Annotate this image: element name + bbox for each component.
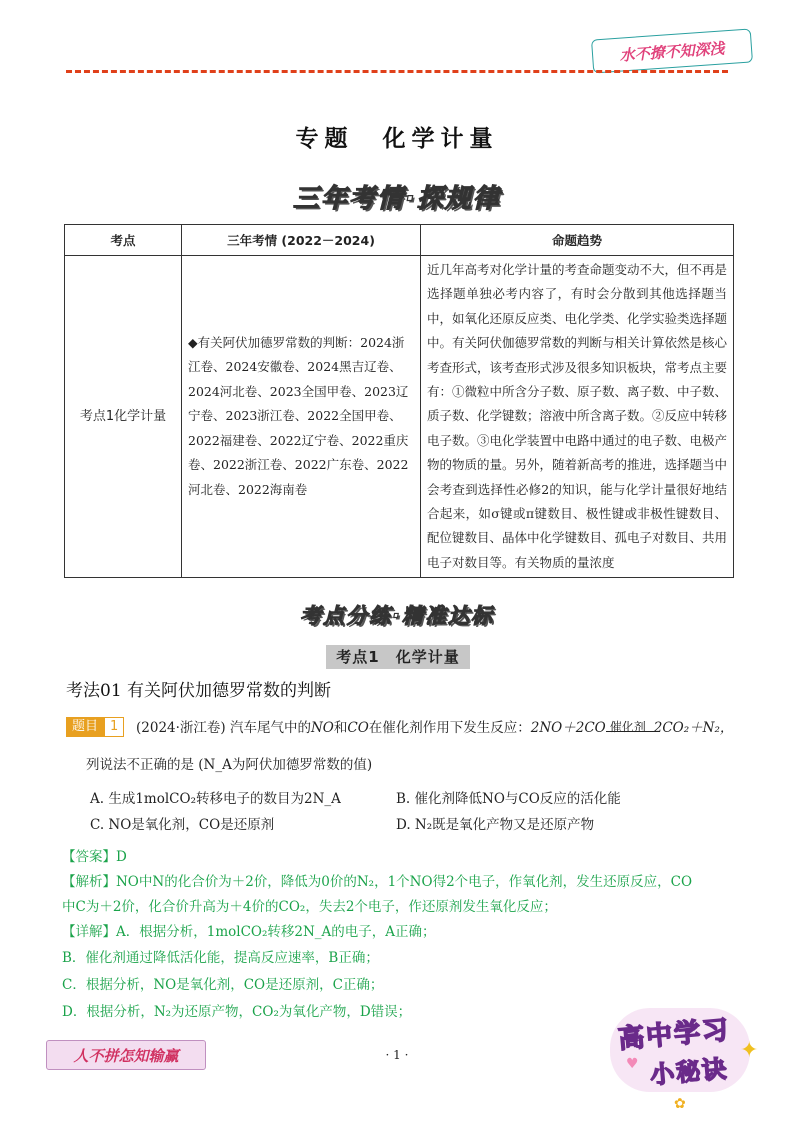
exam-table [64,224,734,578]
study-tips-stamp [610,1004,760,1110]
analysis-line1: 【解析】NO中N的化合价为＋2价，降低为0价的N₂，1个NO得2个电子，作氧化剂，发生还原反应，CO [62,874,693,890]
detail-b: B．催化剂通过降低活化能，提高反应速率，B正确； [62,950,379,966]
question-stem-b: 在催化剂作用下发生反应： [368,720,531,736]
sparkle-icon: ✦ [740,1038,759,1063]
banner-practice: 考点分练·精准达标 [300,604,494,628]
col-header-topic: 考点 [65,225,182,256]
flower-icon: ✿ [674,1096,686,1112]
question-and: 和 [333,720,348,736]
question-line2: 列说法不正确的是 (N_A为阿伏加德罗常数的值) [86,757,373,773]
equation-right: 2CO₂＋N₂， [653,720,734,736]
stamp-line1: 高中学习 [617,1015,732,1055]
footer-motto: 人不拼怎知输赢 [46,1040,206,1070]
table-row [65,256,734,578]
question-stem [136,718,733,738]
option-a: A. 生成1molCO₂转移电子的数目为2N_A [90,791,341,807]
cell-exams: ◆有关阿伏加德罗常数的判断：2024浙江卷、2024安徽卷、2024黑吉辽卷、2024河北卷、2023全国甲卷、2023辽宁卷、2023浙江卷、2022全国甲卷、2022福建卷、2022辽宁卷、2022重庆卷、2022浙江卷、2022广东卷、2022河北卷、2022海南卷 [182,256,421,578]
question-tag-number: 1 [104,717,124,737]
banner-exam-trends: 三年考情·探规律 [293,184,501,214]
equation-arrow [606,720,654,734]
option-d: D. N₂既是氧化产物又是还原产物 [396,817,595,833]
table-header-row [65,225,734,256]
header-motto: 水不撩不知深浅 [591,28,753,73]
analysis-line2: 中C为＋2价，化合价升高为＋4价的CO₂，失去2个电子，作还原剂发生氧化反应； [62,899,557,915]
question-tag-label: 题目 [66,717,104,737]
detail-a: 【详解】A．根据分析，1molCO₂转移2N_A的电子，A正确； [62,924,436,940]
detail-d: D．根据分析，N₂为还原产物，CO₂为氧化产物，D错误； [62,1004,412,1020]
section-label: 考点1 化学计量 [326,645,470,669]
formula-co: CO [347,720,369,736]
page-number: · 1 · [385,1048,409,1062]
col-header-trend: 命题趋势 [421,225,734,256]
question-tag [66,717,126,737]
answer-line: 【答案】D [62,849,127,865]
option-b: B. 催化剂降低NO与CO反应的活化能 [396,791,621,807]
header-divider [66,70,728,73]
method-heading: 考法01 有关阿伏加德罗常数的判断 [66,681,332,701]
equation-condition: 催化剂 [609,720,646,734]
page-title: 专题 化学计量 [295,125,499,152]
heart-icon: ♥ [626,1056,639,1072]
cell-trend: 近几年高考对化学计量的考查命题变动不大，但不再是选择题单独必考内容了，有时会分散到其他选择题当中，如氧化还原反应类、电化学类、化学实验类选择题中。有关阿伏伽德罗常数的判断与相关计算依然是核心考查形式，该考查形式涉及很多知识板块，常考点主要有：①微粒中所含分子数、原子数、离子数、中子数、质子数、化学键数；溶液中所含离子数。②反应中转移电子数。③电化学装置中电路中通过的电子数、电极产物的物质的量。另外，随着新高考的推进，选择题当中会考查到选择性必修2的知识，能与化学计量很好地结合起来，如σ键或π键数目、极性键或非极性键数目、配位键数目、晶体中化学键数目、孤电子对数目、共用电子对数目等。有关物质的量浓度 [421,256,734,578]
stamp-line2: 小秘诀 [649,1054,730,1090]
cell-topic: 考点1化学计量 [65,256,182,578]
col-header-exams: 三年考情 (2022－2024) [182,225,421,256]
question-source: (2024·浙江卷) [136,720,226,736]
detail-c: C．根据分析，NO是氧化剂，CO是还原剂，C正确； [62,977,384,993]
formula-no: NO [310,720,334,736]
option-c: C. NO是氧化剂，CO是还原剂 [90,817,275,833]
question-stem-a: 汽车尾气中的 [229,720,311,736]
equation-left: 2NO＋2CO [530,720,606,736]
